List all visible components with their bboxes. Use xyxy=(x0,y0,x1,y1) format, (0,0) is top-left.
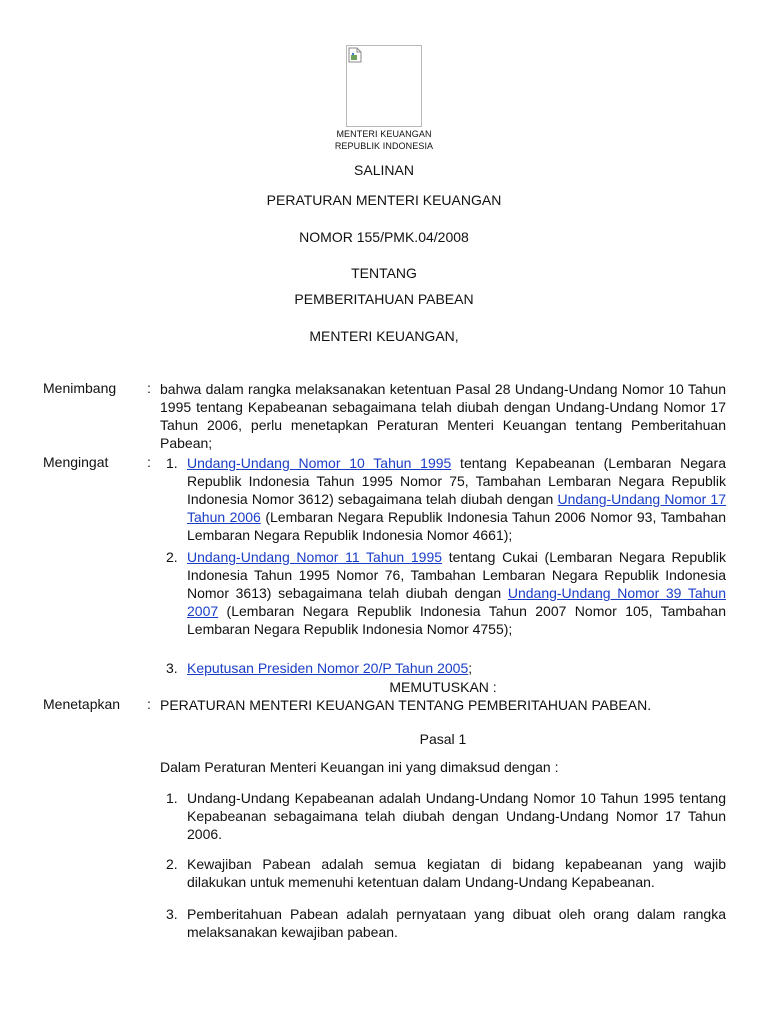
minister-line: MENTERI KEUANGAN, xyxy=(309,328,459,344)
item-number: 3. xyxy=(166,660,178,676)
copy-label: SALINAN xyxy=(354,162,414,178)
article-title: Pasal 1 xyxy=(419,731,467,747)
law-link-uu-10-1995[interactable]: Undang-Undang Nomor 10 Tahun 1995 xyxy=(187,455,452,471)
item-text: Kewajiban Pabean adalah semua kegiatan di bidang kepabeanan yang wajib dilakukan untuk memenuhi ketentuan dalam Undang-Undang Kepabeanan. xyxy=(187,856,726,890)
issuer-line-2: REPUBLIK INDONESIA xyxy=(334,141,434,151)
item-text-part: ; xyxy=(468,660,473,676)
decree-link-keppres-20p-2005[interactable]: Keputusan Presiden Nomor 20/P Tahun 2005 xyxy=(187,660,469,676)
law-link-uu-11-1995[interactable]: Undang-Undang Nomor 11 Tahun 1995 xyxy=(187,549,443,565)
regulation-subject: PEMBERITAHUAN PABEAN xyxy=(294,291,474,307)
article-intro: Dalam Peraturan Menteri Keuangan ini yang dimaksud dengan : xyxy=(160,759,559,775)
item-number: 3. xyxy=(166,906,178,922)
item-text xyxy=(187,454,726,544)
broken-image-icon xyxy=(348,47,362,63)
item-text-part: (Lembaran Negara Republik Indonesia Tahun 2007 Nomor 105, Tambahan Lembaran Negara Republik Indonesia Nomor 4755); xyxy=(187,603,726,637)
item-text xyxy=(187,659,726,677)
item-number: 1. xyxy=(166,790,178,806)
regulation-title: PERATURAN MENTERI KEUANGAN xyxy=(266,192,502,208)
item-number: 2. xyxy=(166,549,178,565)
item-text-part: tentang Kepabeanan (Lembaran Negara Republik Indonesia Tahun 1995 Nomor 75, Tambahan Lembaran Negara Republik Indonesia Nomor 3612) sebagaimana telah diubah dengan xyxy=(187,455,726,507)
menimbang-colon: : xyxy=(147,380,151,396)
item-text-part: tentang Cukai (Lembaran Negara Republik Indonesia Tahun 1995 Nomor 76, Tambahan Lembaran Negara Republik Indonesia Nomor 3613) sebagaimana telah diubah dengan xyxy=(187,549,727,601)
menetapkan-colon: : xyxy=(147,696,151,712)
mengingat-label: Mengingat xyxy=(43,454,109,470)
item-text: Undang-Undang Kepabeanan adalah Undang-Undang Nomor 10 Tahun 1995 tentang Kepabeanan sebagaimana telah diubah dengan Undang-Undang Nomor 17 Tahun 2006. xyxy=(187,790,726,842)
item-number: 1. xyxy=(166,455,178,471)
menetapkan-label: Menetapkan xyxy=(43,696,121,712)
menimbang-label: Menimbang xyxy=(43,380,117,396)
item-text: Pemberitahuan Pabean adalah pernyataan yang dibuat oleh orang dalam rangka melaksanakan kewajiban pabean. xyxy=(187,906,726,940)
mengingat-colon: : xyxy=(147,454,151,470)
item-text xyxy=(187,548,726,638)
item-number: 2. xyxy=(166,856,178,872)
menimbang-text: bahwa dalam rangka melaksanakan ketentuan Pasal 28 Undang-Undang Nomor 10 Tahun 1995 tentang Kepabeanan sebagaimana telah diubah dengan Undang-Undang Nomor 17 Tahun 2006, perlu menetapkan Peraturan Menteri Keuangan tentang Pemberitahuan Pabean; xyxy=(160,381,726,451)
regulation-number: NOMOR 155/PMK.04/2008 xyxy=(299,229,469,245)
about-label: TENTANG xyxy=(351,265,417,281)
memutuskan-heading: MEMUTUSKAN : xyxy=(389,679,497,695)
law-link-uu-39-2007[interactable]: Undang-Undang Nomor 39 Tahun 2007 xyxy=(187,585,726,619)
law-link-uu-17-2006[interactable]: Undang-Undang Nomor 17 Tahun 2006 xyxy=(187,491,727,525)
issuer-line-1: MENTERI KEUANGAN xyxy=(336,129,432,139)
logo-image-placeholder xyxy=(346,45,422,127)
item-text-part: (Lembaran Negara Republik Indonesia Tahun 2006 Nomor 93, Tambahan Lembaran Negara Republik Indonesia Nomor 4661); xyxy=(187,509,727,543)
menetapkan-text: PERATURAN MENTERI KEUANGAN TENTANG PEMBERITAHUAN PABEAN. xyxy=(160,697,652,713)
